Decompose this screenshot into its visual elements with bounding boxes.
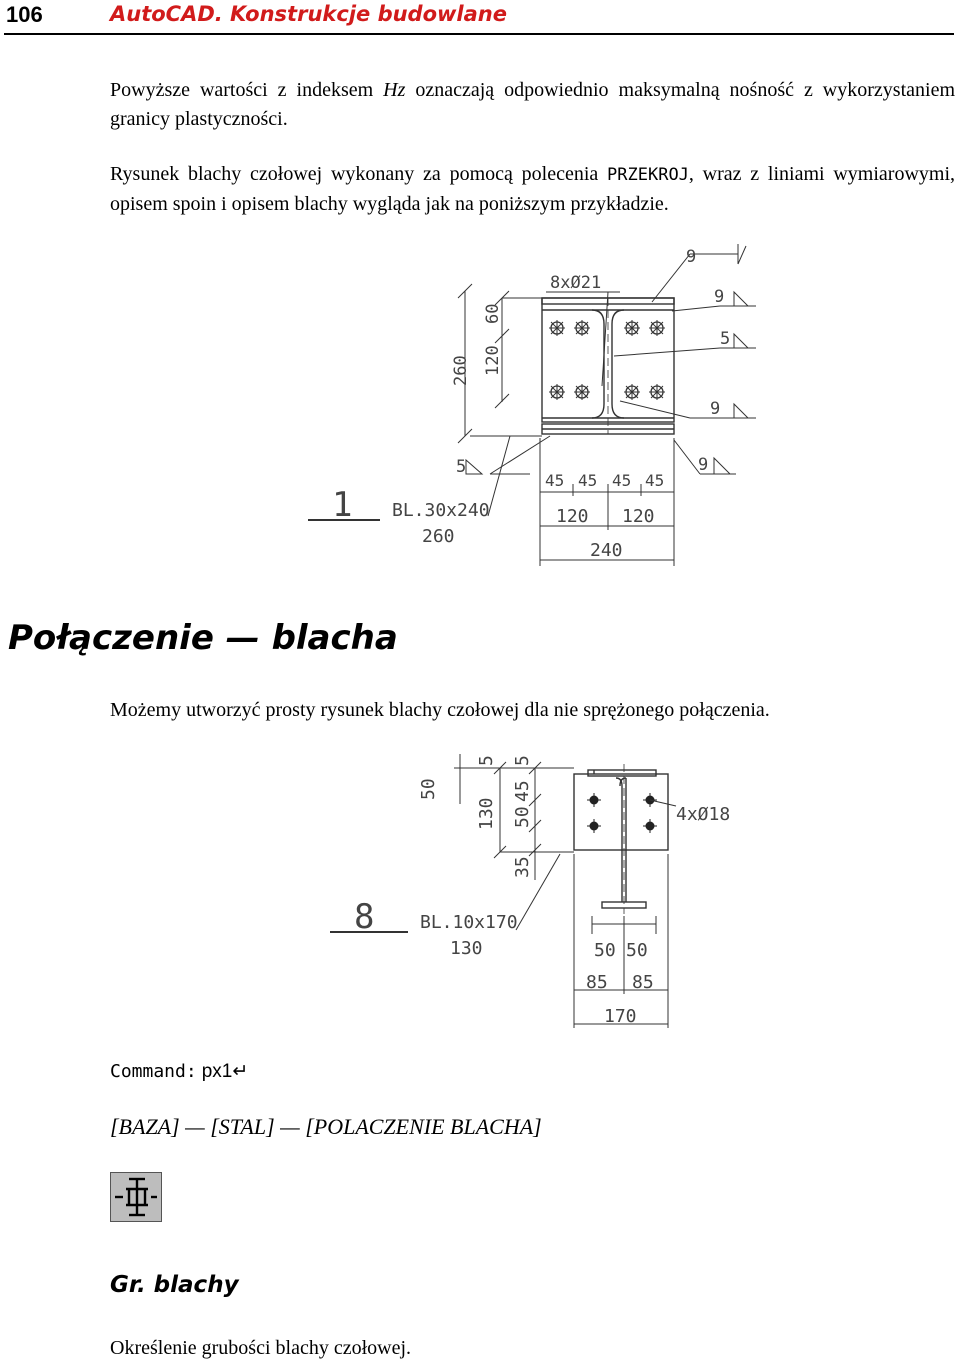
dim-85: 85: [586, 972, 608, 993]
dim-260-vertical: 260: [451, 355, 471, 386]
dim-50-vertical: 50: [418, 778, 439, 800]
p1-hz: Hz: [383, 79, 406, 101]
dim-50-vertical: 50: [512, 806, 533, 828]
intro-paragraph-1: [110, 76, 955, 134]
dim-240: 240: [590, 540, 623, 561]
weld-label: 9: [710, 399, 721, 419]
bolt-icon: [587, 819, 601, 833]
dim-120-vertical: 120: [483, 345, 503, 376]
enter-icon: ↵: [232, 1061, 249, 1082]
bolt-icon: [649, 384, 665, 400]
plate-label: BL.10x170: [420, 912, 518, 933]
plate-connection-icon[interactable]: [110, 1172, 162, 1222]
bolt-icon: [574, 384, 590, 400]
p2-command: PRZEKROJ: [607, 165, 689, 185]
dim-50: 50: [626, 940, 648, 961]
dim-5-vertical: 5: [476, 755, 497, 766]
dim-45: 45: [545, 471, 565, 490]
command-value: px1: [201, 1061, 233, 1082]
p1-text-a: Powyższe wartości z indeksem: [110, 79, 384, 101]
dim-60-vertical: 60: [483, 303, 503, 324]
plate-label: BL.30x240: [392, 500, 490, 521]
menu-path: [BAZA] — [STAL] — [POLACZENIE BLACHA]: [110, 1114, 542, 1139]
section-heading: Połączenie — blacha: [8, 618, 398, 658]
page-header: [0, 0, 960, 36]
command-line: [110, 1060, 248, 1083]
p2-text-b: , wraz z liniami wymiarowymi, opisem spoin i opisem blachy wygląda jak na poniższym przykładzie.: [110, 163, 956, 215]
dim-45: 45: [578, 471, 598, 490]
mark-number: 1: [332, 485, 353, 525]
dim-170: 170: [604, 1006, 637, 1027]
page-number: 106: [6, 2, 43, 27]
weld-label: 9: [714, 287, 725, 307]
running-title: AutoCAD. Konstrukcje budowlane: [110, 2, 507, 26]
bolt-icon: [624, 384, 640, 400]
dim-45: 45: [645, 471, 665, 490]
dim-35-vertical: 35: [512, 856, 533, 878]
bolt-icon: [624, 320, 640, 336]
command-prompt: Command:: [110, 1061, 197, 1082]
section-paragraph: Możemy utworzyć prosty rysunek blachy czołowej dla nie sprężonego połączenia.: [110, 699, 770, 721]
weld-label: 5: [720, 329, 731, 349]
dim-5-vertical: 5: [512, 755, 533, 766]
dim-45-vertical: 45: [512, 780, 533, 802]
bolts-label: 4xØ18: [676, 804, 731, 825]
bolt-icon: [643, 819, 657, 833]
endplate-drawing-1: [290, 236, 780, 576]
dim-120: 120: [556, 506, 589, 527]
bolt-icon: [649, 320, 665, 336]
p2-text-a: Rysunek blachy czołowej wykonany za pomocą polecenia: [110, 163, 608, 185]
mark-number: 8: [354, 897, 375, 937]
weld-label: 5: [456, 457, 467, 477]
weld-label: 9: [686, 247, 697, 267]
p1-text-b: oznaczają odpowiednio maksymalną nośność z wykorzystaniem granicy plastyczności.: [110, 79, 955, 130]
bolt-icon: [549, 320, 565, 336]
weld-label: 9: [698, 455, 709, 475]
bolt-icon: [587, 793, 601, 807]
sub-heading: Gr. blachy: [110, 1272, 239, 1298]
dim-85: 85: [632, 972, 654, 993]
endplate-drawing-2: [320, 744, 731, 1034]
plate-length: 130: [450, 938, 483, 959]
plate-length: 260: [422, 526, 455, 547]
dim-120: 120: [622, 506, 655, 527]
bolts-label: 8xØ21: [550, 273, 602, 293]
bolt-icon: [549, 384, 565, 400]
dim-130-vertical: 130: [476, 797, 497, 830]
bolt-icon: [574, 320, 590, 336]
intro-paragraph-2: [110, 160, 955, 219]
dim-50: 50: [594, 940, 616, 961]
header-rule: [4, 33, 954, 35]
dim-45: 45: [612, 471, 632, 490]
final-paragraph: Określenie grubości blachy czołowej.: [110, 1337, 412, 1359]
